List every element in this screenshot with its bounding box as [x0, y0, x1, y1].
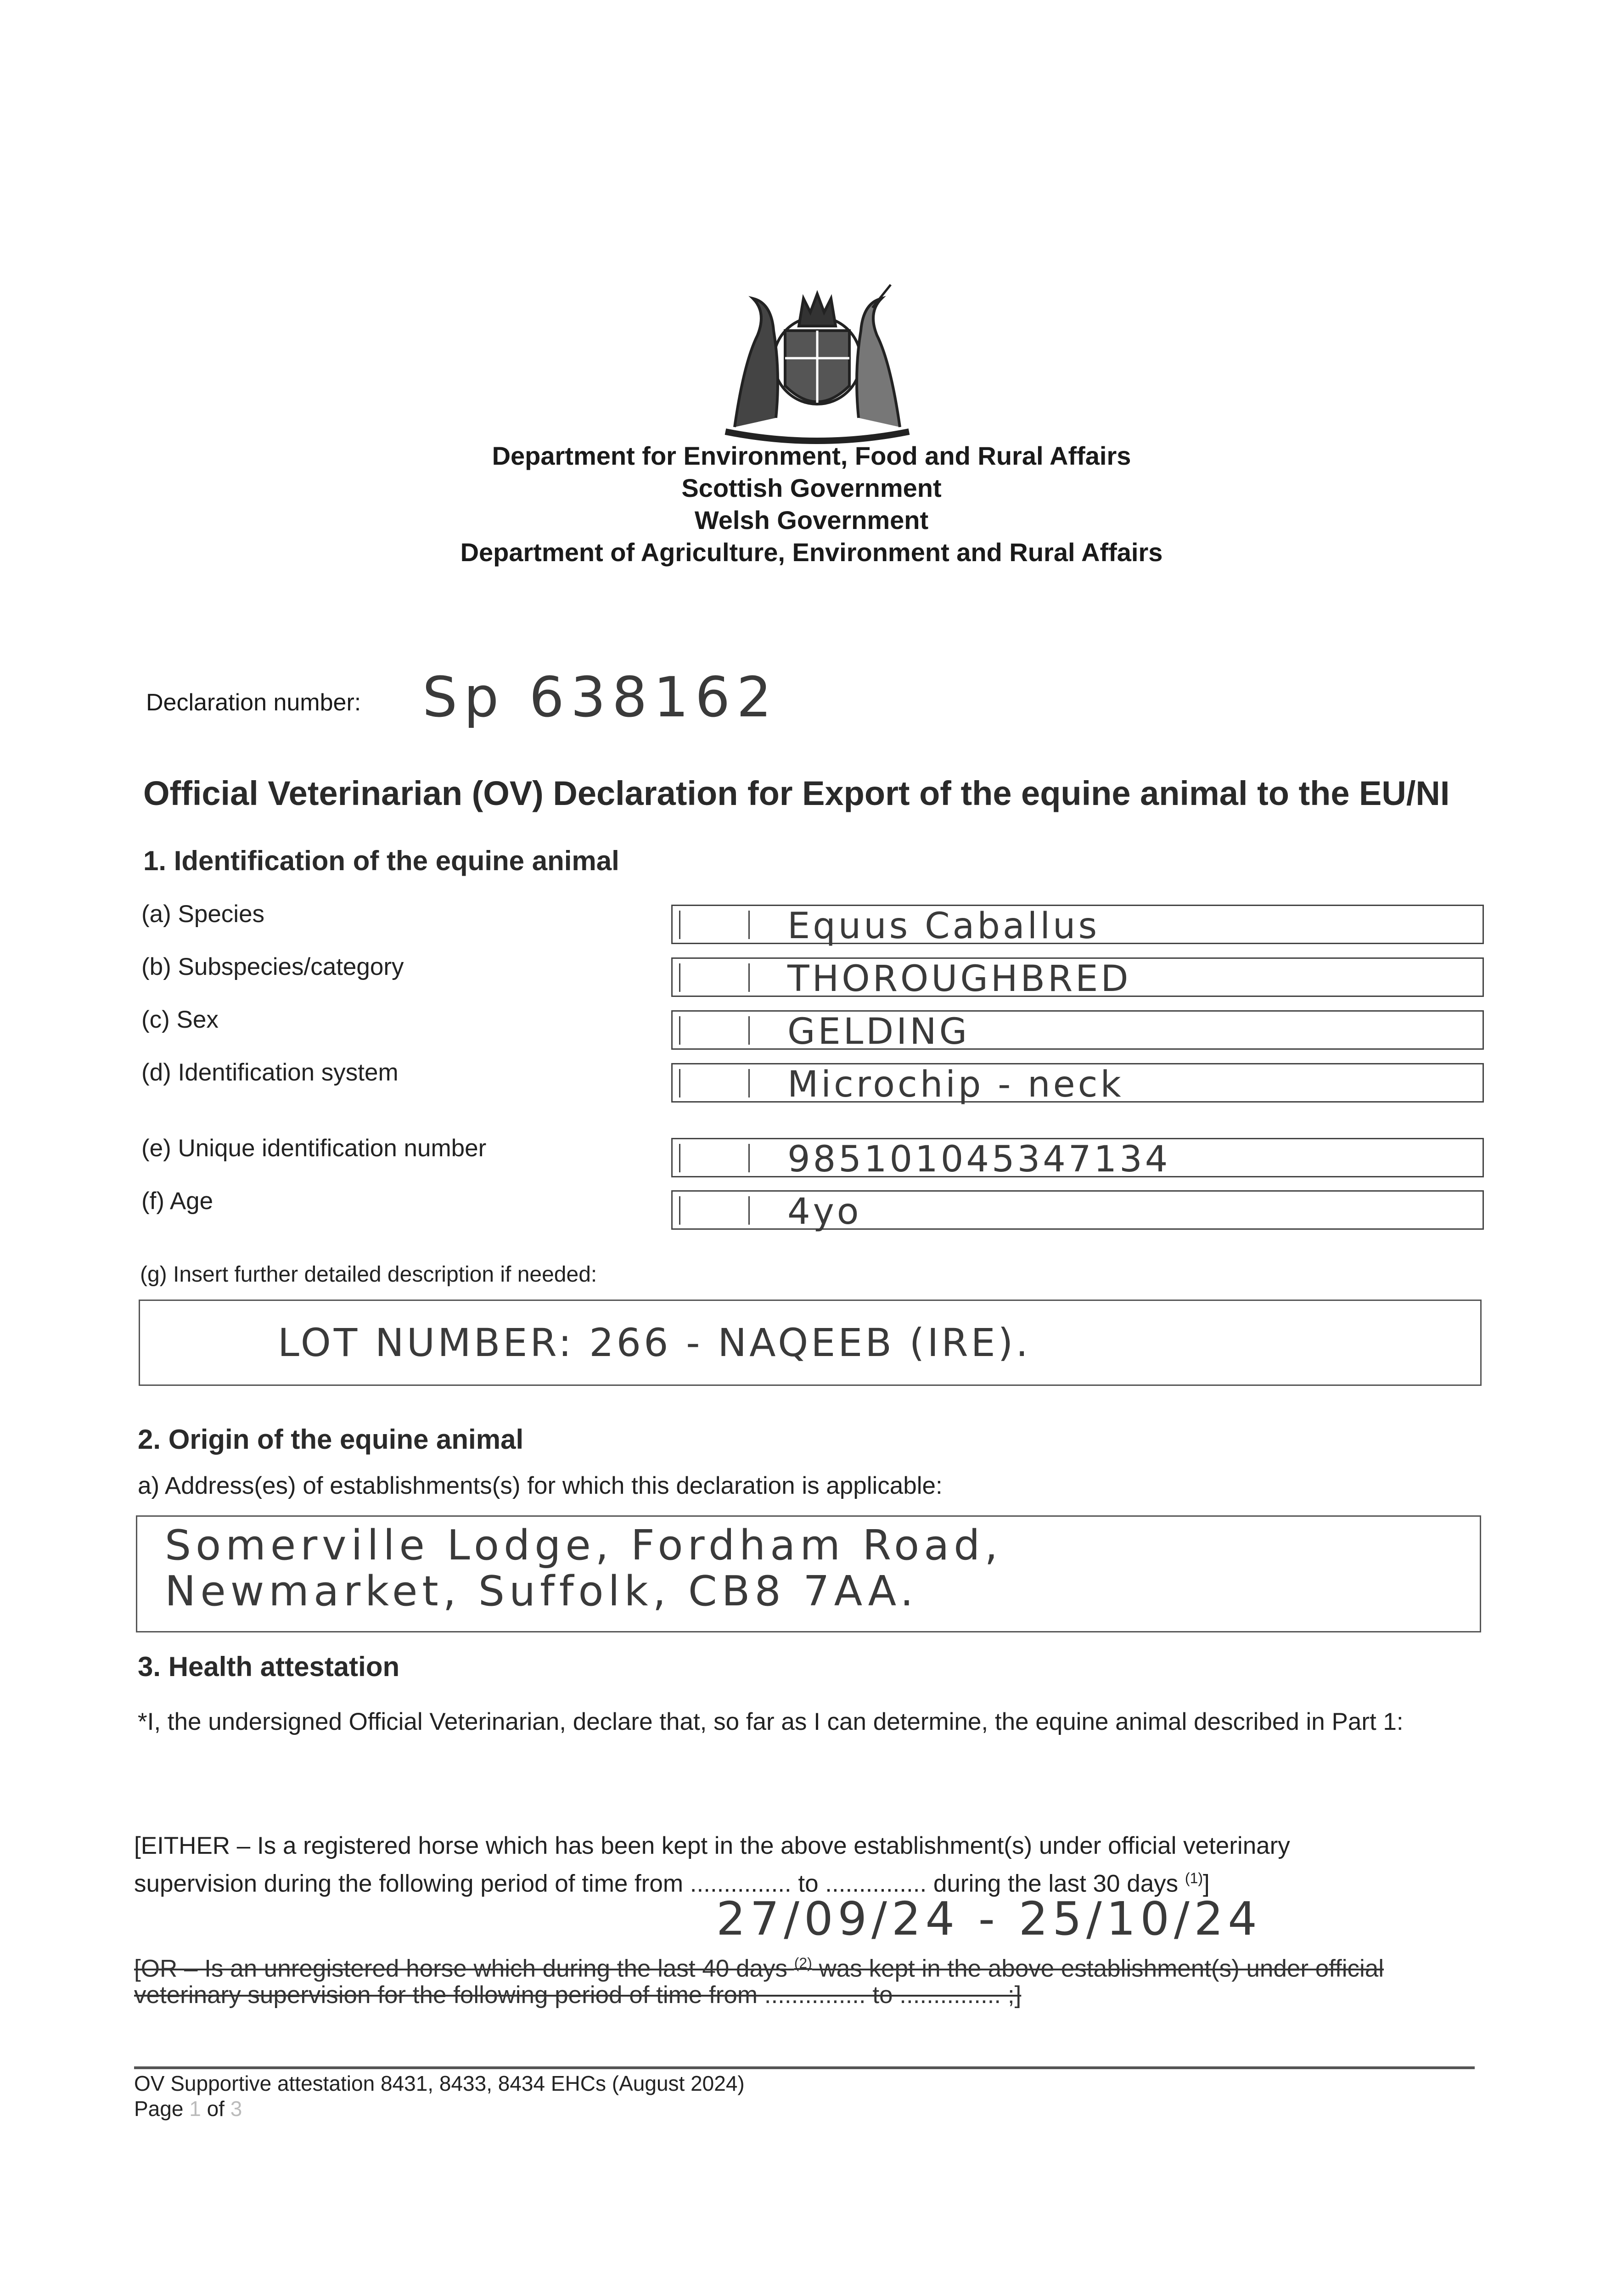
- either-clause-text: supervision during the following period of time from ............... to ............... during the last 30 days: [134, 1870, 1179, 1897]
- attestation-intro: *I, the undersigned Official Veterinarian, declare that, so far as I can determine, the equine animal described in Part 1:: [138, 1708, 1404, 1735]
- either-clause-line-1: [EITHER – Is a registered horse which has been kept in the above establishment(s) under official veterinary: [134, 1832, 1290, 1859]
- document-title: Official Veterinarian (OV) Declaration for Export of the equine animal to the EU/NI: [143, 774, 1450, 812]
- sex-tick-box: [679, 1016, 754, 1045]
- unique-id-value: 985101045347134: [787, 1139, 1171, 1180]
- identification-system-value: Microchip - neck: [787, 1064, 1124, 1105]
- address-label: a) Address(es) of establishments(s) for which this declaration is applicable:: [138, 1472, 943, 1499]
- department-defra: Department for Environment, Food and Rural Affairs: [492, 441, 1131, 470]
- department-welsh-government: Welsh Government: [694, 506, 929, 535]
- sex-value: GELDING: [787, 1011, 970, 1052]
- footnote-ref-2: (2): [794, 1955, 812, 1971]
- further-description-label: (g) Insert further detailed description if needed:: [140, 1262, 597, 1287]
- section3-heading: 3. Health attestation: [138, 1651, 400, 1682]
- or-clause-text-a: [OR – Is an unregistered horse which during the last 40 days: [134, 1955, 787, 1982]
- either-clause-end: ]: [1203, 1870, 1210, 1897]
- species-label: (a) Species: [141, 900, 265, 928]
- footer-attestation: OV Supportive attestation 8431, 8433, 8434 EHCs (August 2024): [134, 2071, 745, 2095]
- department-scottish-government: Scottish Government: [681, 473, 942, 502]
- page-of: of: [207, 2097, 225, 2121]
- footnote-ref-1: (1): [1185, 1870, 1203, 1886]
- footer-divider: [134, 2066, 1475, 2069]
- subspecies-value: THOROUGHBRED: [787, 958, 1131, 1000]
- age-label: (f) Age: [141, 1187, 213, 1215]
- page-number: 1: [189, 2097, 201, 2121]
- or-clause-text-b: was kept in the above establishment(s) under official: [819, 1955, 1384, 1982]
- address-line-1: Somerville Lodge, Fordham Road,: [165, 1521, 1003, 1570]
- page-indicator: [134, 2096, 242, 2121]
- unique-id-label: (e) Unique identification number: [141, 1135, 487, 1162]
- or-clause-line-2: veterinary supervision for the following period of time from ............... to ............... ;]: [134, 1981, 1022, 2009]
- further-description-value: LOT NUMBER: 266 - NAQEEB (IRE).: [278, 1320, 1031, 1365]
- department-daera: Department of Agriculture, Environment and Rural Affairs: [460, 538, 1163, 567]
- age-tick-box: [679, 1196, 754, 1225]
- species-value: Equus Caballus: [787, 906, 1100, 947]
- subspecies-field[interactable]: [671, 957, 1484, 1000]
- age-value: 4yo: [787, 1191, 862, 1232]
- subspecies-label: (b) Subspecies/category: [141, 953, 404, 980]
- declaration-number-label: Declaration number:: [146, 689, 361, 716]
- page-total: 3: [230, 2097, 242, 2121]
- section1-heading: 1. Identification of the equine animal: [143, 845, 619, 876]
- page-prefix: Page: [134, 2097, 184, 2121]
- identification-system-field[interactable]: [671, 1063, 1484, 1103]
- royal-coat-of-arms-icon: [716, 280, 918, 445]
- sex-field[interactable]: [671, 1010, 1484, 1050]
- species-tick-box: [679, 911, 754, 939]
- address-line-2: Newmarket, Suffolk, CB8 7AA.: [165, 1567, 918, 1615]
- species-field[interactable]: [671, 905, 1484, 947]
- supervision-dates-value: 27/09/24 - 25/10/24: [716, 1892, 1262, 1946]
- declaration-number-value: Sp 638162: [422, 666, 778, 730]
- identification-system-tick-box: [679, 1069, 754, 1097]
- section2-heading: 2. Origin of the equine animal: [138, 1424, 524, 1455]
- address-box[interactable]: [136, 1515, 1481, 1632]
- sex-label: (c) Sex: [141, 1006, 219, 1033]
- further-description-box[interactable]: [139, 1300, 1482, 1386]
- unique-id-tick-box: [679, 1144, 754, 1172]
- unique-id-field[interactable]: [671, 1138, 1484, 1180]
- subspecies-tick-box: [679, 963, 754, 992]
- age-field[interactable]: [671, 1190, 1484, 1230]
- identification-system-label: (d) Identification system: [141, 1059, 399, 1086]
